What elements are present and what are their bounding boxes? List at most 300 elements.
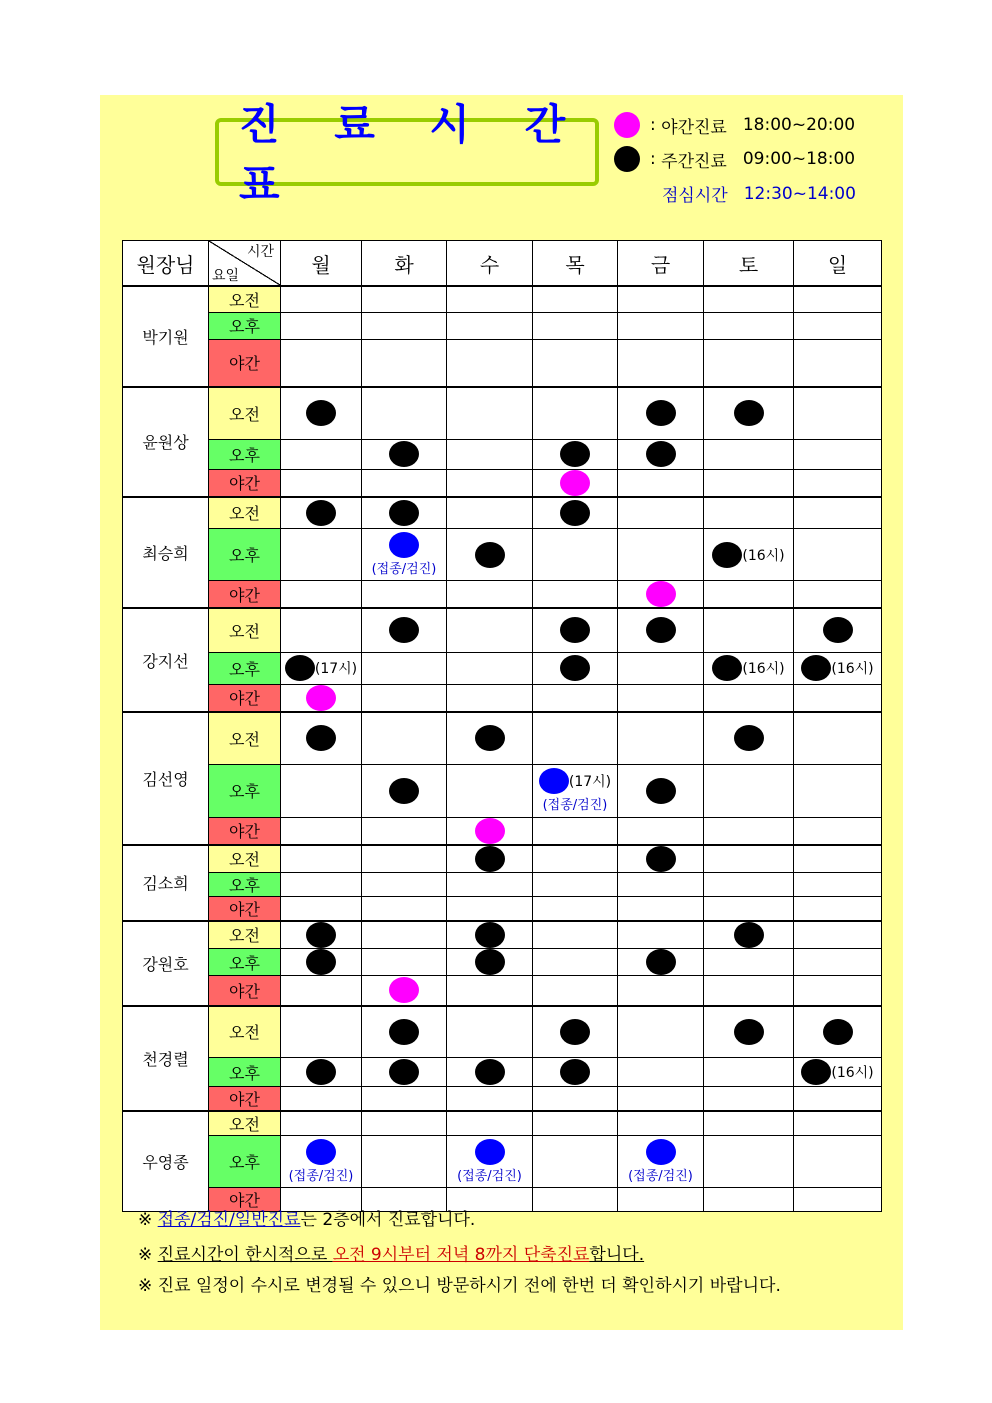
footnote-1-highlight: 접종/검진/일반진료	[157, 1210, 301, 1230]
schedule-cell	[533, 1136, 618, 1188]
header-day-sun: 일	[794, 241, 882, 287]
schedule-cell	[447, 1058, 533, 1087]
day-clinic-marker	[646, 778, 676, 804]
schedule-cell	[447, 872, 533, 896]
schedule-cell	[281, 581, 362, 609]
footnote-2-highlight: 오전 9시부터 저녁 8까지 단축진료	[332, 1245, 590, 1265]
session-label-pm: 오후	[209, 439, 281, 469]
doctor-name: 윤원상	[123, 387, 209, 497]
schedule-cell	[618, 581, 704, 609]
session-label-am: 오전	[209, 497, 281, 529]
table-header-row	[123, 241, 882, 287]
footnote-3: ※ 진료 일정이 수시로 변경될 수 있으니 방문하시기 전에 한번 더 확인하시기 바랍니다.	[138, 1276, 781, 1296]
schedule-cell	[447, 712, 533, 764]
night-clinic-marker	[475, 818, 505, 844]
schedule-cell	[794, 339, 882, 387]
header-day-sat: 토	[704, 241, 794, 287]
schedule-cell	[618, 312, 704, 339]
schedule-cell	[794, 1111, 882, 1136]
doctor-name: 우영종	[123, 1111, 209, 1212]
schedule-cell	[618, 652, 704, 684]
day-clinic-marker	[734, 1019, 764, 1045]
schedule-cell	[704, 529, 794, 581]
schedule-cell	[447, 387, 533, 439]
schedule-cell	[794, 764, 882, 817]
page-title: 진 료 시 간 표	[239, 100, 586, 209]
session-label-am: 오전	[209, 712, 281, 764]
doctor-name: 천경렬	[123, 1006, 209, 1112]
schedule-cell	[362, 1111, 447, 1136]
schedule-cell	[618, 387, 704, 439]
table-row	[123, 896, 882, 921]
schedule-cell	[281, 712, 362, 764]
schedule-cell	[704, 1188, 794, 1212]
schedule-cell	[618, 817, 704, 845]
schedule-cell	[794, 817, 882, 845]
table-row	[123, 1136, 882, 1188]
vaccination-marker	[306, 1139, 336, 1165]
schedule-cell	[794, 684, 882, 712]
table-row	[123, 312, 882, 339]
day-clinic-marker	[306, 400, 336, 426]
schedule-cell	[533, 608, 618, 652]
schedule-cell	[362, 652, 447, 684]
session-label-night: 야간	[209, 817, 281, 845]
schedule-cell	[794, 608, 882, 652]
schedule-cell	[281, 817, 362, 845]
schedule-cell	[533, 764, 618, 817]
schedule-cell	[447, 921, 533, 949]
session-label-pm: 오후	[209, 764, 281, 817]
schedule-cell	[618, 764, 704, 817]
schedule-cell	[362, 286, 447, 312]
schedule-cell	[281, 529, 362, 581]
schedule-cell	[447, 312, 533, 339]
schedule-cell	[618, 896, 704, 921]
schedule-cell	[447, 1111, 533, 1136]
schedule-cell	[704, 608, 794, 652]
schedule-cell	[618, 497, 704, 529]
day-dot-icon	[614, 146, 640, 172]
schedule-cell	[618, 1087, 704, 1112]
session-label-am: 오전	[209, 845, 281, 873]
session-label-am: 오전	[209, 921, 281, 949]
vaccination-marker	[539, 768, 569, 794]
header-day-wed: 수	[447, 241, 533, 287]
schedule-cell	[281, 497, 362, 529]
legend-lunch-time: 12:30~14:00	[743, 183, 856, 204]
schedule-cell	[794, 1006, 882, 1058]
day-clinic-marker	[560, 500, 590, 526]
schedule-cell	[281, 339, 362, 387]
vaccination-marker	[475, 1139, 505, 1165]
session-label-night: 야간	[209, 469, 281, 497]
vaccination-marker	[389, 532, 419, 558]
session-label-pm: 오후	[209, 529, 281, 581]
schedule-cell	[447, 896, 533, 921]
day-clinic-marker	[306, 949, 336, 975]
schedule-cell	[704, 469, 794, 497]
day-clinic-marker	[712, 542, 742, 568]
session-label-night: 야간	[209, 1188, 281, 1212]
schedule-cell	[704, 872, 794, 896]
schedule-cell	[704, 712, 794, 764]
session-label-night: 야간	[209, 581, 281, 609]
day-clinic-marker	[646, 441, 676, 467]
schedule-cell	[447, 1087, 533, 1112]
hour-note: (16시)	[742, 661, 785, 677]
schedule-cell	[362, 439, 447, 469]
schedule-cell	[794, 529, 882, 581]
schedule-cell	[362, 581, 447, 609]
schedule-cell	[618, 1111, 704, 1136]
schedule-cell	[533, 817, 618, 845]
day-clinic-marker	[475, 949, 505, 975]
day-clinic-marker	[646, 617, 676, 643]
schedule-cell	[618, 921, 704, 949]
schedule-cell	[704, 1111, 794, 1136]
schedule-cell	[447, 764, 533, 817]
day-clinic-marker	[475, 542, 505, 568]
schedule-cell	[533, 1087, 618, 1112]
schedule-cell	[794, 712, 882, 764]
schedule-cell	[281, 1058, 362, 1087]
vaccination-note: (접종/검진)	[288, 1169, 354, 1184]
schedule-cell	[704, 949, 794, 976]
schedule-cell	[794, 921, 882, 949]
schedule-cell	[794, 1136, 882, 1188]
header-day-fri: 금	[618, 241, 704, 287]
table-row	[123, 817, 882, 845]
night-clinic-marker	[389, 977, 419, 1003]
schedule-cell	[794, 286, 882, 312]
schedule-cell	[533, 469, 618, 497]
schedule-cell	[533, 1058, 618, 1087]
schedule-cell	[618, 845, 704, 873]
table-row	[123, 949, 882, 976]
schedule-cell	[281, 652, 362, 684]
schedule-cell	[362, 712, 447, 764]
table-row	[123, 764, 882, 817]
schedule-cell	[618, 1058, 704, 1087]
schedule-cell	[362, 949, 447, 976]
schedule-cell	[447, 684, 533, 712]
day-clinic-marker	[712, 655, 742, 681]
night-clinic-marker	[306, 685, 336, 711]
schedule-cell	[618, 529, 704, 581]
legend-lunch-label: 점심시간	[662, 186, 728, 206]
schedule-cell	[794, 949, 882, 976]
schedule-cell	[362, 608, 447, 652]
schedule-cell	[281, 976, 362, 1006]
schedule-cell	[704, 684, 794, 712]
schedule-cell	[362, 684, 447, 712]
session-label-night: 야간	[209, 339, 281, 387]
table-row	[123, 387, 882, 439]
schedule-cell	[362, 387, 447, 439]
doctor-name: 강원호	[123, 921, 209, 1006]
day-clinic-marker	[475, 846, 505, 872]
day-clinic-marker	[646, 400, 676, 426]
schedule-cell	[618, 1006, 704, 1058]
day-clinic-marker	[306, 500, 336, 526]
schedule-cell	[281, 1006, 362, 1058]
schedule-cell	[362, 469, 447, 497]
footnote-1: ※ 접종/검진/일반진료는 2층에서 진료합니다.	[138, 1210, 476, 1230]
schedule-cell	[618, 469, 704, 497]
schedule-cell	[794, 896, 882, 921]
table-row	[123, 497, 882, 529]
schedule-cell	[281, 764, 362, 817]
day-clinic-marker	[734, 922, 764, 948]
vaccination-note: (접종/검진)	[371, 562, 437, 577]
day-clinic-marker	[389, 1019, 419, 1045]
table-row	[123, 529, 882, 581]
night-clinic-marker	[560, 470, 590, 496]
hour-note: (17시)	[568, 774, 612, 790]
table-row	[123, 1111, 882, 1136]
schedule-cell	[362, 1006, 447, 1058]
schedule-cell	[533, 872, 618, 896]
schedule-cell	[704, 921, 794, 949]
table-row	[123, 1087, 882, 1112]
session-label-am: 오전	[209, 1006, 281, 1058]
schedule-cell	[447, 1006, 533, 1058]
schedule-cell	[533, 1111, 618, 1136]
schedule-cell	[533, 529, 618, 581]
day-clinic-marker	[285, 655, 315, 681]
schedule-cell	[533, 439, 618, 469]
schedule-cell	[447, 339, 533, 387]
schedule-cell	[794, 581, 882, 609]
schedule-cell	[447, 652, 533, 684]
legend-day-time: 09:00~18:00	[742, 149, 856, 169]
schedule-cell	[281, 387, 362, 439]
schedule-cell	[533, 949, 618, 976]
vaccination-note: (접종/검진)	[628, 1169, 693, 1184]
schedule-cell	[533, 845, 618, 873]
schedule-cell	[794, 845, 882, 873]
legend-day-label: 주간진료	[661, 151, 727, 172]
day-clinic-marker	[734, 725, 764, 751]
schedule-cell	[704, 1136, 794, 1188]
schedule-cell	[362, 764, 447, 817]
header-day-label: 요일	[212, 268, 240, 284]
schedule-cell	[447, 1136, 533, 1188]
schedule-cell	[362, 529, 447, 581]
session-label-am: 오전	[209, 286, 281, 312]
day-clinic-marker	[389, 778, 419, 804]
day-clinic-marker	[306, 725, 336, 751]
table-row	[123, 872, 882, 896]
legend-lunch	[662, 181, 856, 206]
day-clinic-marker	[389, 441, 419, 467]
schedule-cell	[281, 872, 362, 896]
table-row	[123, 608, 882, 652]
hour-note: (17시)	[314, 661, 358, 677]
legend-night: : 야간진료 18:00~20:00	[614, 112, 855, 138]
schedule-cell	[533, 387, 618, 439]
day-clinic-marker	[646, 949, 676, 975]
schedule-cell	[447, 845, 533, 873]
table-row	[123, 845, 882, 873]
table-row	[123, 1058, 882, 1087]
legend-day: : 주간진료 09:00~18:00	[614, 146, 855, 172]
schedule-cell	[704, 976, 794, 1006]
schedule-cell	[281, 921, 362, 949]
schedule-cell	[362, 845, 447, 873]
schedule-cell	[533, 1188, 618, 1212]
schedule-cell	[704, 1006, 794, 1058]
schedule-cell	[533, 921, 618, 949]
session-label-pm: 오후	[209, 1058, 281, 1087]
table-row	[123, 439, 882, 469]
schedule-cell	[533, 684, 618, 712]
doctor-name: 김소희	[123, 845, 209, 921]
schedule-cell	[362, 1136, 447, 1188]
session-label-night: 야간	[209, 684, 281, 712]
schedule-cell	[794, 1058, 882, 1087]
schedule-cell	[794, 976, 882, 1006]
title-box	[215, 100, 599, 209]
vaccination-note: (접종/검진)	[457, 1169, 522, 1184]
schedule-cell	[281, 312, 362, 339]
day-clinic-marker	[389, 500, 419, 526]
schedule-cell	[533, 286, 618, 312]
table-row	[123, 1006, 882, 1058]
schedule-cell	[704, 312, 794, 339]
schedule-cell	[281, 1111, 362, 1136]
schedule-body	[123, 286, 882, 1212]
table-row	[123, 469, 882, 497]
schedule-cell	[362, 1058, 447, 1087]
schedule-cell	[447, 497, 533, 529]
schedule-cell	[362, 312, 447, 339]
schedule-cell	[704, 339, 794, 387]
session-label-pm: 오후	[209, 872, 281, 896]
schedule-cell	[533, 339, 618, 387]
schedule-table	[122, 240, 882, 1212]
footnote-2: ※ 진료시간이 한시적으로 오전 9시부터 저녁 8까지 단축진료합니다.	[138, 1245, 645, 1265]
schedule-cell	[618, 684, 704, 712]
schedule-cell	[618, 286, 704, 312]
session-label-pm: 오후	[209, 949, 281, 976]
table-row	[123, 286, 882, 312]
session-label-night: 야간	[209, 976, 281, 1006]
table-row	[123, 581, 882, 609]
header-doctor: 원장님	[123, 241, 209, 287]
schedule-cell	[281, 439, 362, 469]
schedule-cell	[362, 872, 447, 896]
header-time-label: 시간	[246, 244, 274, 260]
schedule-cell	[794, 1087, 882, 1112]
schedule-cell	[533, 652, 618, 684]
legend-night-label: 야간진료	[661, 117, 727, 138]
day-clinic-marker	[389, 1059, 419, 1085]
day-clinic-marker	[734, 400, 764, 426]
schedule-cell	[447, 976, 533, 1006]
schedule-cell	[447, 581, 533, 609]
doctor-name: 최승희	[123, 497, 209, 609]
hour-note: (16시)	[742, 547, 785, 564]
session-label-am: 오전	[209, 608, 281, 652]
schedule-cell	[618, 608, 704, 652]
session-label-night: 야간	[209, 1087, 281, 1112]
schedule-cell	[281, 949, 362, 976]
day-clinic-marker	[306, 922, 336, 948]
schedule-cell	[362, 1087, 447, 1112]
schedule-cell	[447, 817, 533, 845]
schedule-cell	[281, 1087, 362, 1112]
schedule-cell	[704, 896, 794, 921]
day-clinic-marker	[823, 617, 853, 643]
schedule-cell	[533, 581, 618, 609]
night-dot-icon	[614, 112, 640, 138]
session-label-pm: 오후	[209, 652, 281, 684]
schedule-cell	[362, 976, 447, 1006]
session-label-am: 오전	[209, 1111, 281, 1136]
schedule-cell	[618, 1188, 704, 1212]
session-label-pm: 오후	[209, 312, 281, 339]
day-clinic-marker	[646, 846, 676, 872]
schedule-cell	[618, 872, 704, 896]
session-label-night: 야간	[209, 896, 281, 921]
schedule-cell	[618, 339, 704, 387]
schedule-cell	[704, 286, 794, 312]
day-clinic-marker	[475, 725, 505, 751]
schedule-cell	[618, 712, 704, 764]
schedule-cell	[362, 817, 447, 845]
schedule-cell	[281, 608, 362, 652]
schedule-cell	[362, 339, 447, 387]
schedule-cell	[533, 896, 618, 921]
doctor-name: 김선영	[123, 712, 209, 845]
day-clinic-marker	[560, 655, 590, 681]
day-clinic-marker	[475, 922, 505, 948]
schedule-cell	[362, 921, 447, 949]
table-row	[123, 684, 882, 712]
schedule-cell	[447, 529, 533, 581]
table-row	[123, 976, 882, 1006]
day-clinic-marker	[823, 1019, 853, 1045]
schedule-cell	[281, 286, 362, 312]
schedule-cell	[618, 949, 704, 976]
schedule-cell	[794, 387, 882, 439]
doctor-name: 강지선	[123, 608, 209, 712]
schedule-cell	[618, 976, 704, 1006]
header-day-thu: 목	[533, 241, 618, 287]
schedule-cell	[704, 1087, 794, 1112]
schedule-cell	[533, 712, 618, 764]
doctor-name: 박기원	[123, 286, 209, 387]
schedule-cell	[704, 497, 794, 529]
day-clinic-marker	[560, 617, 590, 643]
schedule-cell	[533, 312, 618, 339]
schedule-cell	[362, 497, 447, 529]
day-clinic-marker	[560, 1059, 590, 1085]
hour-note: (16시)	[831, 661, 874, 677]
header-day-mon: 월	[281, 241, 362, 287]
day-clinic-marker	[560, 1019, 590, 1045]
schedule-cell	[281, 845, 362, 873]
schedule-cell	[794, 497, 882, 529]
schedule-cell	[281, 896, 362, 921]
schedule-cell	[704, 439, 794, 469]
day-clinic-marker	[801, 655, 831, 681]
schedule-cell	[704, 581, 794, 609]
schedule-cell	[794, 1188, 882, 1212]
schedule-cell	[447, 469, 533, 497]
